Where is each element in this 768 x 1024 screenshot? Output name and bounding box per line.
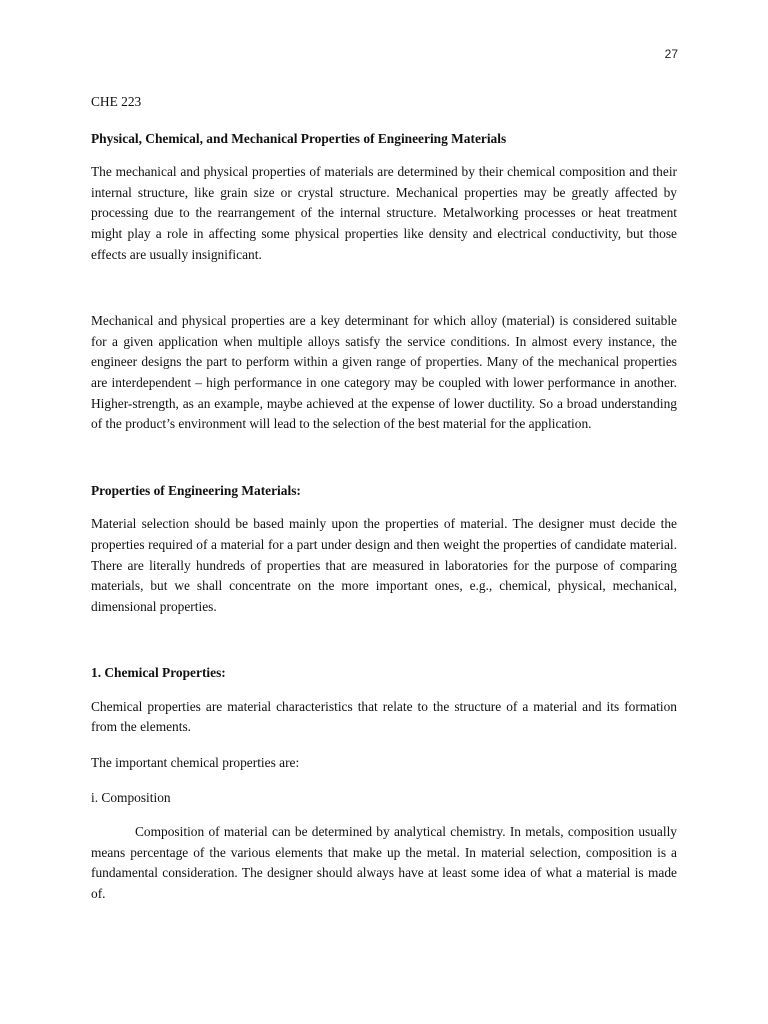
page-number: 27 <box>664 47 678 61</box>
paragraph-material-selection: Material selection should be based mainly upon the properties of material. The designer must decide the properties required of a material for a part under design and then weight the properties of candidate material. There are literally hundreds of properties that are measured in laboratories for the purpose of comparing materials, but we shall concentrate on the more important ones, e.g., chemical, physical, mechanical, dimensional properties. <box>91 516 677 614</box>
paragraph-chemical-definition: Chemical properties are material characteristics that relate to the structure of a material and its formation from the elements. <box>91 698 677 735</box>
subsection-heading-chemical: 1. Chemical Properties: <box>91 665 226 681</box>
document-title: Physical, Chemical, and Mechanical Properties of Engineering Materials <box>91 130 507 146</box>
list-item-composition: i. Composition <box>91 789 171 805</box>
paragraph-intro: The mechanical and physical properties of materials are determined by their chemical composition and their internal structure, like grain size or crystal structure. Mechanical properties may be greatly affected by processing due to the rearrangement of the internal structure. Metalworking processes or heat treatment might play a role in affecting some physical properties like density and electrical conductivity, but those effects are usually insignificant. <box>91 164 677 262</box>
page-content <box>91 92 677 905</box>
section-heading-properties: Properties of Engineering Materials: <box>91 482 301 498</box>
course-code: CHE 223 <box>91 94 142 109</box>
paragraph-composition: Composition of material can be determined by analytical chemistry. In metals, composition usually means percentage of the various elements that make up the metal. In material selection, composition is a fundamental consideration. The designer should always have at least some idea of what a material is made of. <box>91 824 677 902</box>
paragraph-selection: Mechanical and physical properties are a key determinant for which alloy (material) is considered suitable for a given application when multiple alloys satisfy the service conditions. In almost every instance, the engineer designs the part to perform within a given range of properties. Many of the mechanical properties are interdependent – high performance in one category may be coupled with lower performance in another. Higher-strength, as an example, maybe achieved at the expense of lower ductility. So a broad understanding of the product’s environment will lead to the selection of the best material for the application. <box>91 313 677 432</box>
paragraph-important-properties: The important chemical properties are: <box>91 755 300 771</box>
